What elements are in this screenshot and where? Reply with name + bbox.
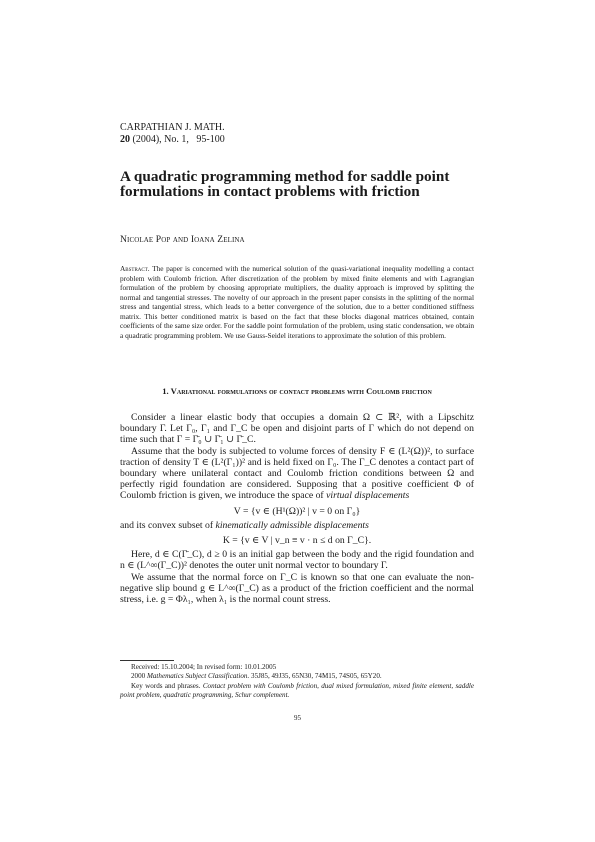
paper-title: A quadratic programming method for saddle point formulations in contact problems with friction [120, 168, 450, 200]
msc-codes: 35J85, 49J35, 65N30, 74M15, 74S05, 65Y20. [251, 672, 382, 681]
abstract [120, 264, 474, 340]
received-note: Received: 15.10.2004; In revised form: 10.01.2005 [131, 663, 277, 671]
msc-note [120, 672, 474, 681]
footnote-rule [120, 660, 174, 661]
keywords-note [120, 682, 474, 701]
paragraph-text: Assume that the body is subjected to volume forces of density F ∈ (L²(Ω))², to surface traction of density T ∈ (L²(Γ₁))² and is held fixed on Γ₀. The Γ_C denotes a contact part of boundary where unilateral contact and Coulomb friction conditions between Ω and perfectly rigid foundation are considered. Supposing that a positive coefficient Φ of Coulomb friction is given, we introduce the space of [120, 445, 474, 502]
volume-number: 20 [120, 134, 130, 145]
paragraph [120, 520, 474, 531]
paragraph: We assume that the normal force on Γ_C is known so that one can evaluate the non-negative slip bound g ∈ L^∞(Γ_C) as a product of the friction coefficient and the normal stress, i.e. g = Φλ₁, when λ₁ is the normal count stress. [120, 571, 474, 606]
section-title: Variational formulations of contact problems with Coulomb friction [170, 386, 432, 396]
emphasis: virtual displacements [326, 490, 410, 502]
journal-name: CARPATHIAN J. MATH. [120, 122, 225, 133]
paragraph [120, 446, 474, 502]
msc-label: Mathematics Subject Classification. [146, 672, 250, 681]
journal-issue [120, 134, 225, 146]
keywords: Contact problem with Coulomb friction, dual mixed formulation, mixed finite element, saddle point problem, quadratic programming, Schur complement. [120, 681, 474, 700]
section-number: 1. [162, 386, 169, 396]
msc-year: 2000 [131, 672, 146, 681]
paragraph: Here, d ∈ C(Γ̄_C), d ≥ 0 is an initial gap between the body and the rigid foundation and n ∈ (L^∞(Γ_C))² denotes the outer unit normal vector to boundary Γ. [120, 549, 474, 572]
paragraph-text: and its convex subset of [120, 519, 214, 531]
issue-info: (2004), No. 1, [132, 134, 189, 145]
authors: Nicolae Pop and Ioana Zelina [120, 234, 245, 245]
page-number: 95 [294, 714, 301, 722]
paragraph: Consider a linear elastic body that occupies a domain Ω ⊂ ℝ², with a Lipschitz boundary Γ. Let Γ₀, Γ₁ and Γ_C be open and disjoint parts of Γ which do not depend on time such that Γ = Γ̄₀ ∪ Γ̄₁ ∪ Γ̄_C. [120, 412, 474, 446]
abstract-text: The paper is concerned with the numerical solution of the quasi-variational inequality modelling a contact problem with Coulomb friction. After discretization of the problem by mixed finite elements and with Lagrangian formulation of the problem by choosing appropriate multipliers, the duality approach is improved by splitting the normal and tangential stresses. The novelty of our approach in the present paper consists in the splitting of the normal stress and tangential stress, which leads to a better convergence of the solution, due to a better conditioned stiffness matrix. This better conditioned matrix is based on the fact that these blocks diagonal matrices obtained, contain coefficients of the same size order. For the saddle point formulation of the problem, using static condensation, we obtain a quadratic programming problem. We use Gauss-Seidel iterations to approximate the solution of this problem. [120, 264, 474, 340]
equation: V = {v ∈ (H¹(Ω))² | v = 0 on Γ₀} [233, 505, 361, 517]
abstract-label: Abstract. [120, 264, 150, 273]
footnotes [120, 663, 474, 701]
equation: K = {v ∈ V | v_n ≡ v · n ≤ d on Γ_C}. [222, 535, 372, 547]
body-text [120, 412, 474, 605]
page-range: 95-100 [196, 134, 225, 145]
section-heading [120, 386, 474, 397]
emphasis: kinematically admissible displacements [215, 519, 369, 531]
journal-header [120, 122, 225, 146]
keywords-label: Key words and phrases. [131, 681, 201, 690]
